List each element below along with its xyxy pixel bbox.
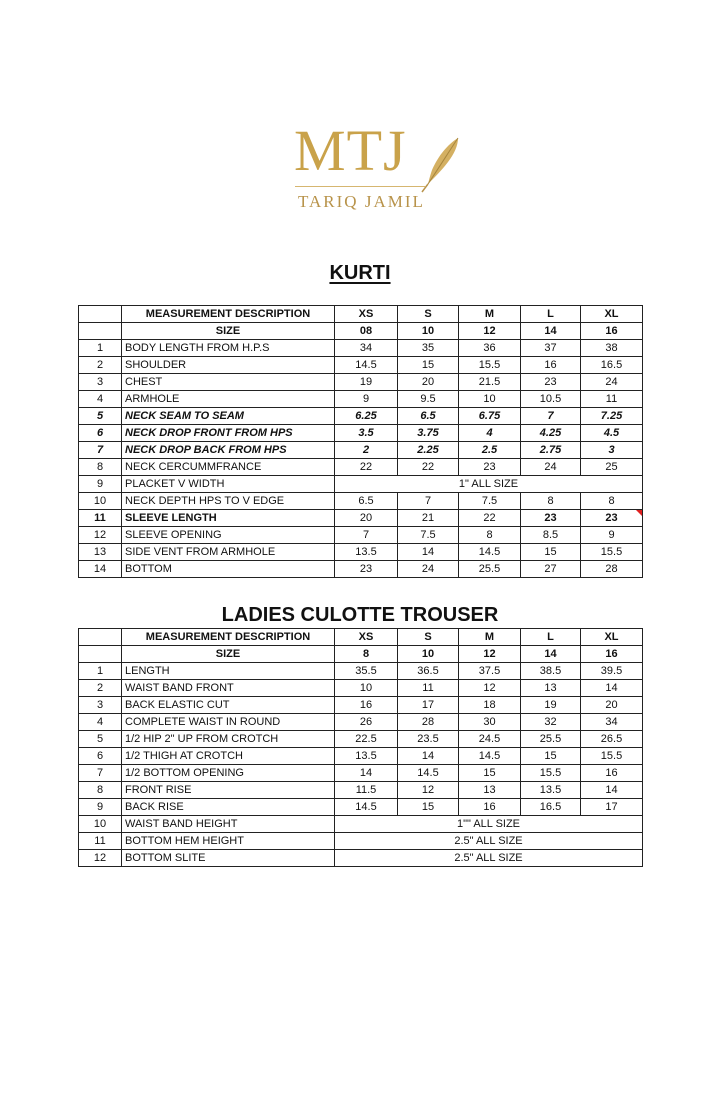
measurement-description: 1/2 THIGH AT CROTCH bbox=[122, 748, 335, 765]
table-row bbox=[79, 850, 643, 867]
measurement-value: 10 bbox=[459, 391, 521, 408]
brand-logo bbox=[292, 118, 467, 217]
row-number: 1 bbox=[79, 663, 122, 680]
measurement-description: 1/2 HIP 2" UP FROM CROTCH bbox=[122, 731, 335, 748]
column-header-size: XL bbox=[581, 306, 643, 323]
measurement-value: 3 bbox=[581, 442, 643, 459]
column-header-size: XS bbox=[335, 306, 398, 323]
measurement-value: 13.5 bbox=[335, 748, 398, 765]
all-size-value: 1" ALL SIZE bbox=[335, 476, 643, 493]
measurement-value: 4 bbox=[459, 425, 521, 442]
header-row bbox=[79, 306, 643, 323]
measurement-value: 7.25 bbox=[581, 408, 643, 425]
measurement-value: 23 bbox=[459, 459, 521, 476]
size-value: 14 bbox=[521, 323, 581, 340]
measurement-value: 27 bbox=[521, 561, 581, 578]
measurement-value: 30 bbox=[459, 714, 521, 731]
size-row bbox=[79, 323, 643, 340]
measurement-value: 36.5 bbox=[398, 663, 459, 680]
measurement-value: 7 bbox=[521, 408, 581, 425]
measurement-value: 16 bbox=[581, 765, 643, 782]
measurement-value: 20 bbox=[335, 510, 398, 527]
measurement-value: 15 bbox=[459, 765, 521, 782]
measurement-value: 28 bbox=[398, 714, 459, 731]
measurement-value: 4.5 bbox=[581, 425, 643, 442]
measurement-value: 7.5 bbox=[459, 493, 521, 510]
measurement-value: 15 bbox=[398, 799, 459, 816]
measurement-description: NECK DEPTH HPS TO V EDGE bbox=[122, 493, 335, 510]
size-value: 14 bbox=[521, 646, 581, 663]
row-number: 12 bbox=[79, 527, 122, 544]
table-row bbox=[79, 493, 643, 510]
row-number: 9 bbox=[79, 799, 122, 816]
measurement-value: 11.5 bbox=[335, 782, 398, 799]
measurement-value: 23 bbox=[521, 510, 581, 527]
measurement-description: CHEST bbox=[122, 374, 335, 391]
table-row bbox=[79, 527, 643, 544]
row-number: 2 bbox=[79, 680, 122, 697]
measurement-value: 35 bbox=[398, 340, 459, 357]
measurement-description: COMPLETE WAIST IN ROUND bbox=[122, 714, 335, 731]
size-value: 16 bbox=[581, 323, 643, 340]
measurement-value: 38.5 bbox=[521, 663, 581, 680]
measurement-value: 10.5 bbox=[521, 391, 581, 408]
size-row bbox=[79, 646, 643, 663]
column-header-size: XS bbox=[335, 629, 398, 646]
measurement-value: 15.5 bbox=[459, 357, 521, 374]
measurement-value: 22 bbox=[335, 459, 398, 476]
table-row bbox=[79, 459, 643, 476]
table-row bbox=[79, 340, 643, 357]
size-value: 16 bbox=[581, 646, 643, 663]
measurement-value: 14 bbox=[398, 748, 459, 765]
blank-cell bbox=[79, 646, 122, 663]
blank-cell bbox=[79, 629, 122, 646]
measurement-value: 20 bbox=[398, 374, 459, 391]
measurement-value: 9 bbox=[335, 391, 398, 408]
row-number: 10 bbox=[79, 493, 122, 510]
measurement-description: ARMHOLE bbox=[122, 391, 335, 408]
measurement-description: BACK RISE bbox=[122, 799, 335, 816]
column-header-size: S bbox=[398, 629, 459, 646]
measurement-description: BOTTOM bbox=[122, 561, 335, 578]
row-number: 2 bbox=[79, 357, 122, 374]
logo-mark: MTJ bbox=[294, 118, 407, 183]
measurement-value: 15 bbox=[521, 544, 581, 561]
measurement-description: SLEEVE OPENING bbox=[122, 527, 335, 544]
table-row bbox=[79, 833, 643, 850]
measurement-value: 13.5 bbox=[335, 544, 398, 561]
measurement-value: 7.5 bbox=[398, 527, 459, 544]
measurement-value: 25 bbox=[581, 459, 643, 476]
size-value: 12 bbox=[459, 323, 521, 340]
measurement-value: 12 bbox=[459, 680, 521, 697]
measurement-value: 26.5 bbox=[581, 731, 643, 748]
measurement-description: BOTTOM SLITE bbox=[122, 850, 335, 867]
measurement-value: 23 bbox=[581, 510, 643, 527]
measurement-description: NECK DROP BACK FROM HPS bbox=[122, 442, 335, 459]
measurement-value: 16.5 bbox=[581, 357, 643, 374]
measurement-value: 36 bbox=[459, 340, 521, 357]
table-row bbox=[79, 391, 643, 408]
all-size-value: 2.5" ALL SIZE bbox=[335, 833, 643, 850]
measurement-value: 6.25 bbox=[335, 408, 398, 425]
measurement-value: 15.5 bbox=[581, 544, 643, 561]
measurement-description: FRONT RISE bbox=[122, 782, 335, 799]
row-number: 1 bbox=[79, 340, 122, 357]
table-row bbox=[79, 697, 643, 714]
column-header-size: S bbox=[398, 306, 459, 323]
measurement-description: BOTTOM HEM HEIGHT bbox=[122, 833, 335, 850]
measurement-value: 13 bbox=[521, 680, 581, 697]
measurement-value: 34 bbox=[581, 714, 643, 731]
table-row bbox=[79, 663, 643, 680]
measurement-value: 21 bbox=[398, 510, 459, 527]
table-row bbox=[79, 408, 643, 425]
measurement-value: 11 bbox=[398, 680, 459, 697]
row-number: 11 bbox=[79, 833, 122, 850]
measurement-value: 12 bbox=[398, 782, 459, 799]
measurement-value: 3.75 bbox=[398, 425, 459, 442]
blank-cell bbox=[79, 323, 122, 340]
row-number: 4 bbox=[79, 391, 122, 408]
table-row bbox=[79, 476, 643, 493]
culotte-size-chart bbox=[78, 628, 643, 867]
measurement-value: 28 bbox=[581, 561, 643, 578]
column-header-size: L bbox=[521, 306, 581, 323]
row-number: 11 bbox=[79, 510, 122, 527]
measurement-value: 22 bbox=[459, 510, 521, 527]
measurement-value: 14.5 bbox=[459, 544, 521, 561]
measurement-value: 8 bbox=[459, 527, 521, 544]
measurement-value: 2 bbox=[335, 442, 398, 459]
kurti-title-text: KURTI bbox=[329, 262, 391, 284]
measurement-value: 6.5 bbox=[398, 408, 459, 425]
measurement-value: 7 bbox=[398, 493, 459, 510]
measurement-description: 1/2 BOTTOM OPENING bbox=[122, 765, 335, 782]
row-number: 12 bbox=[79, 850, 122, 867]
measurement-value: 10 bbox=[335, 680, 398, 697]
measurement-value: 2.5 bbox=[459, 442, 521, 459]
measurement-value: 25.5 bbox=[459, 561, 521, 578]
size-value: 08 bbox=[335, 323, 398, 340]
measurement-value: 37.5 bbox=[459, 663, 521, 680]
measurement-value: 16.5 bbox=[521, 799, 581, 816]
size-value: 10 bbox=[398, 323, 459, 340]
column-header-size: M bbox=[459, 629, 521, 646]
measurement-value: 14 bbox=[581, 782, 643, 799]
measurement-value: 15 bbox=[398, 357, 459, 374]
row-number: 3 bbox=[79, 697, 122, 714]
row-number: 7 bbox=[79, 765, 122, 782]
measurement-value: 20 bbox=[581, 697, 643, 714]
row-number: 3 bbox=[79, 374, 122, 391]
measurement-description: WAIST BAND HEIGHT bbox=[122, 816, 335, 833]
size-label: SIZE bbox=[122, 323, 335, 340]
header-row bbox=[79, 629, 643, 646]
measurement-value: 15.5 bbox=[581, 748, 643, 765]
row-number: 14 bbox=[79, 561, 122, 578]
row-number: 6 bbox=[79, 748, 122, 765]
measurement-value: 16 bbox=[335, 697, 398, 714]
size-value: 10 bbox=[398, 646, 459, 663]
measurement-value: 25.5 bbox=[521, 731, 581, 748]
measurement-value: 32 bbox=[521, 714, 581, 731]
table-row bbox=[79, 714, 643, 731]
measurement-value: 8.5 bbox=[521, 527, 581, 544]
measurement-value: 24 bbox=[398, 561, 459, 578]
measurement-value: 3.5 bbox=[335, 425, 398, 442]
measurement-description: LENGTH bbox=[122, 663, 335, 680]
measurement-value: 14.5 bbox=[398, 765, 459, 782]
measurement-value: 19 bbox=[335, 374, 398, 391]
culotte-title: LADIES CULOTTE TROUSER bbox=[221, 604, 499, 626]
measurement-value: 6.75 bbox=[459, 408, 521, 425]
all-size-value: 1"" ALL SIZE bbox=[335, 816, 643, 833]
measurement-value: 16 bbox=[459, 799, 521, 816]
measurement-value: 15 bbox=[521, 748, 581, 765]
logo-divider bbox=[295, 186, 425, 187]
measurement-description: PLACKET V WIDTH bbox=[122, 476, 335, 493]
measurement-description: BODY LENGTH FROM H.P.S bbox=[122, 340, 335, 357]
measurement-description: NECK SEAM TO SEAM bbox=[122, 408, 335, 425]
blank-cell bbox=[79, 306, 122, 323]
table-row bbox=[79, 425, 643, 442]
measurement-value: 8 bbox=[521, 493, 581, 510]
row-number: 13 bbox=[79, 544, 122, 561]
measurement-value: 24 bbox=[581, 374, 643, 391]
measurement-value: 14.5 bbox=[335, 799, 398, 816]
logo-subtitle: TARIQ JAMIL bbox=[298, 192, 425, 211]
table-row bbox=[79, 544, 643, 561]
table-row bbox=[79, 748, 643, 765]
measurement-value: 26 bbox=[335, 714, 398, 731]
row-number: 5 bbox=[79, 408, 122, 425]
measurement-value: 7 bbox=[335, 527, 398, 544]
table-row bbox=[79, 680, 643, 697]
table-row bbox=[79, 731, 643, 748]
measurement-value: 22.5 bbox=[335, 731, 398, 748]
measurement-description: WAIST BAND FRONT bbox=[122, 680, 335, 697]
measurement-description: NECK DROP FRONT FROM HPS bbox=[122, 425, 335, 442]
table-row bbox=[79, 357, 643, 374]
measurement-value: 11 bbox=[581, 391, 643, 408]
measurement-value: 17 bbox=[581, 799, 643, 816]
row-number: 4 bbox=[79, 714, 122, 731]
measurement-value: 18 bbox=[459, 697, 521, 714]
measurement-value: 19 bbox=[521, 697, 581, 714]
size-value: 12 bbox=[459, 646, 521, 663]
column-header-size: L bbox=[521, 629, 581, 646]
measurement-value: 24.5 bbox=[459, 731, 521, 748]
measurement-value: 23 bbox=[335, 561, 398, 578]
measurement-value: 39.5 bbox=[581, 663, 643, 680]
kurti-title bbox=[0, 262, 720, 285]
measurement-value: 14 bbox=[581, 680, 643, 697]
measurement-value: 15.5 bbox=[521, 765, 581, 782]
measurement-description: SHOULDER bbox=[122, 357, 335, 374]
measurement-value: 14 bbox=[398, 544, 459, 561]
all-size-value: 2.5" ALL SIZE bbox=[335, 850, 643, 867]
size-label: SIZE bbox=[122, 646, 335, 663]
measurement-description: BACK ELASTIC CUT bbox=[122, 697, 335, 714]
row-number: 10 bbox=[79, 816, 122, 833]
column-header-description: MEASUREMENT DESCRIPTION bbox=[122, 306, 335, 323]
table-row bbox=[79, 816, 643, 833]
table-row bbox=[79, 799, 643, 816]
table-row bbox=[79, 442, 643, 459]
measurement-value: 4.25 bbox=[521, 425, 581, 442]
measurement-value: 8 bbox=[581, 493, 643, 510]
measurement-value: 9 bbox=[581, 527, 643, 544]
row-number: 7 bbox=[79, 442, 122, 459]
measurement-value: 13.5 bbox=[521, 782, 581, 799]
measurement-value: 23 bbox=[521, 374, 581, 391]
table-row bbox=[79, 561, 643, 578]
column-header-description: MEASUREMENT DESCRIPTION bbox=[122, 629, 335, 646]
measurement-value: 23.5 bbox=[398, 731, 459, 748]
column-header-size: XL bbox=[581, 629, 643, 646]
row-number: 5 bbox=[79, 731, 122, 748]
measurement-value: 34 bbox=[335, 340, 398, 357]
measurement-value: 38 bbox=[581, 340, 643, 357]
measurement-value: 22 bbox=[398, 459, 459, 476]
measurement-value: 37 bbox=[521, 340, 581, 357]
measurement-value: 21.5 bbox=[459, 374, 521, 391]
measurement-value: 24 bbox=[521, 459, 581, 476]
row-number: 9 bbox=[79, 476, 122, 493]
measurement-value: 6.5 bbox=[335, 493, 398, 510]
table-row bbox=[79, 510, 643, 527]
table-row bbox=[79, 782, 643, 799]
column-header-size: M bbox=[459, 306, 521, 323]
kurti-size-chart bbox=[78, 305, 643, 578]
measurement-value: 14.5 bbox=[335, 357, 398, 374]
measurement-description: NECK CERCUMMFRANCE bbox=[122, 459, 335, 476]
table-row bbox=[79, 374, 643, 391]
measurement-description: SLEEVE LENGTH bbox=[122, 510, 335, 527]
measurement-value: 2.75 bbox=[521, 442, 581, 459]
row-number: 8 bbox=[79, 459, 122, 476]
measurement-value: 16 bbox=[521, 357, 581, 374]
table-row bbox=[79, 765, 643, 782]
measurement-description: SIDE VENT FROM ARMHOLE bbox=[122, 544, 335, 561]
measurement-value: 9.5 bbox=[398, 391, 459, 408]
measurement-value: 2.25 bbox=[398, 442, 459, 459]
measurement-value: 13 bbox=[459, 782, 521, 799]
row-number: 8 bbox=[79, 782, 122, 799]
measurement-value: 14.5 bbox=[459, 748, 521, 765]
row-number: 6 bbox=[79, 425, 122, 442]
measurement-value: 14 bbox=[335, 765, 398, 782]
measurement-value: 17 bbox=[398, 697, 459, 714]
measurement-value: 35.5 bbox=[335, 663, 398, 680]
size-value: 8 bbox=[335, 646, 398, 663]
